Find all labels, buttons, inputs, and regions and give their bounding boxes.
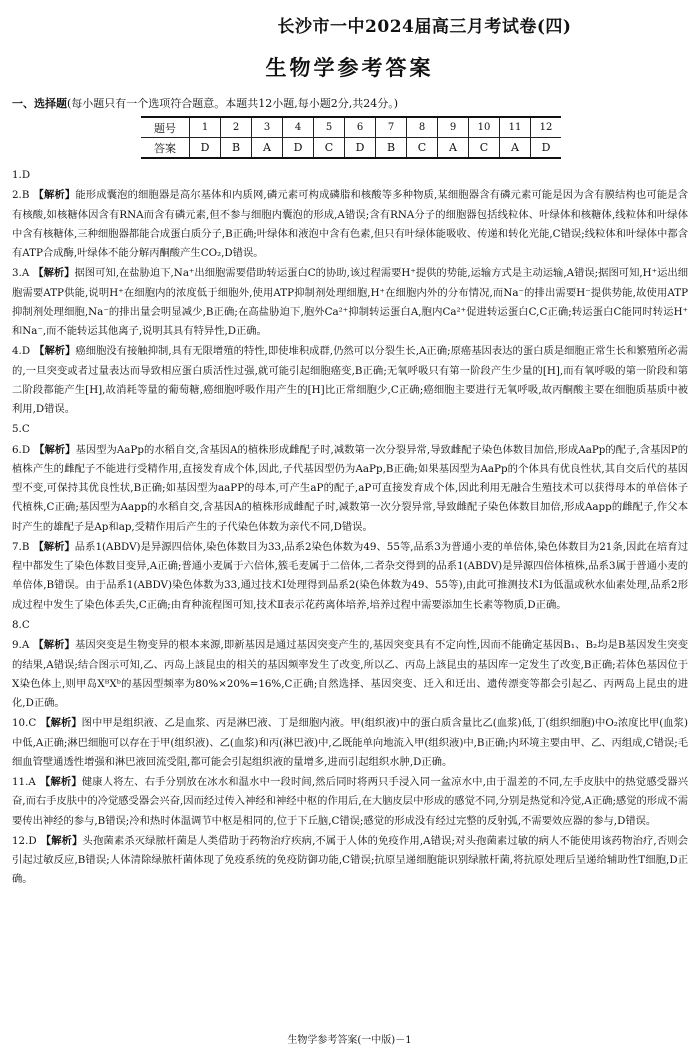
explanations [12, 166, 688, 891]
explanation-item [12, 420, 688, 439]
row-label-number: 题号 [141, 117, 190, 138]
answer-cell: D [190, 138, 221, 159]
item-answer: C [28, 717, 37, 730]
question-number-cell: 3 [252, 117, 283, 138]
analysis-tag: 【解析】 [40, 834, 83, 847]
answer-table-number-row [141, 117, 561, 138]
item-explanation: 癌细胞没有接触抑制,具有无限增殖的特性,即使堆积成群,仍然可以分裂生长,A正确;原癌基因表达的蛋白质是细胞正常生长和繁殖所必需的,一旦突变或者过量表达而导致相应蛋白质活性过强,就可能引起细胞癌变,B正确;无氧呼吸只有第一阶段产生少量的[H],而有氧呼吸的第一阶段和第二阶段都能产生[H],故消耗等量的葡萄糖,癌细胞呼吸作用产生的[H]比正常细胞少,C正确;癌细胞主要进行无氧呼吸,故丙酮酸主要在细胞质基质中被利用,D错误。 [12, 345, 688, 415]
question-number-cell: 10 [469, 117, 500, 138]
answer-table [141, 116, 561, 159]
item-number: 10. [12, 717, 29, 730]
item-number: 6. [12, 443, 22, 456]
answer-cell: D [345, 138, 376, 159]
explanation-item [12, 832, 688, 890]
explanation-item [12, 538, 688, 615]
question-number-cell: 4 [283, 117, 314, 138]
item-number: 4. [12, 345, 22, 358]
page-footer: 生物学参考答案(一中版)－1 [287, 1035, 412, 1046]
analysis-tag: 【解析】 [33, 639, 75, 652]
item-explanation: 据图可知,在盐胁迫下,Na⁺出细胞需要借助转运蛋白C的协助,该过程需要H⁺提供的势能,运输方式是主动运输,A错误;据图可知,H⁺运出细胞需要ATP供能,说明H⁺在细胞内的浓度低于细胞外,使用ATP抑制剂处理细胞,H⁺在细胞内外的分布情况,而Na⁻的排出需要H⁻提供势能,故使用ATP抑制剂处理细胞,Na⁻的排出量会明显减少,B正确;在高盐胁迫下,胞外Ca²⁺抑制转运蛋白A,胞内Ca²⁺促进转运蛋白C,C正确;转运蛋白C能同时转运H⁺和Na⁻,而不能转运其他离子,说明其具有特异性,D正确。 [12, 267, 688, 337]
item-answer: D [21, 345, 31, 358]
question-number-cell: 5 [314, 117, 345, 138]
item-explanation: 品系1(ABDV)是异源四倍体,染色体数目为33,品系2染色体数为49、55等,品系3为普通小麦的单倍体,染色体数目为21条,因此在培育过程中都发生了染色体数目变异,A正确;普通小麦属于六倍体,簇毛麦属于二倍体,二者杂交得到的品系1(ABDV)是异源四倍体植株,品系3属于普通小麦的单倍体,B错误。由于品系1(ABDV)染色体数为33,通过技术Ⅰ处理得到品系2(染色体数为49、55等),由此可推测技术Ⅰ为低温或秋水仙素处理,品系2形成过程中发生了染色体丢失,C正确;由育种流程图可知,技术Ⅱ表示花药离体培养,培养过程中需要添加生长素等物质,D正确。 [12, 540, 688, 611]
item-number: 2. [12, 189, 22, 202]
item-answer: A [21, 267, 30, 280]
item-number: 5. [12, 423, 22, 436]
explanation-item [12, 714, 688, 772]
question-number-cell: 8 [407, 117, 438, 138]
analysis-tag: 【解析】 [33, 540, 75, 553]
question-number-cell: 9 [438, 117, 469, 138]
analysis-tag: 【解析】 [40, 717, 82, 730]
exam-title [0, 12, 699, 37]
item-answer: A [21, 639, 30, 652]
analysis-tag: 【解析】 [34, 443, 76, 456]
analysis-tag: 【解析】 [33, 267, 75, 280]
section-label: 一、选择题 [12, 97, 67, 110]
item-number: 7. [12, 540, 22, 553]
answer-cell: A [252, 138, 283, 159]
question-number-cell: 7 [376, 117, 407, 138]
section-heading [12, 95, 687, 111]
item-number: 11. [12, 776, 29, 789]
question-number-cell: 6 [345, 117, 376, 138]
item-explanation: 健康人将左、右手分别放在冰水和温水中一段时间,然后同时将两只手浸入同一盆凉水中,由于温差的不同,左手皮肤中的热觉感受器兴奋,而右手皮肤中的冷觉感受器会兴奋,因而经过传入神经和神经中枢的作用后,在大脑皮层中形成的感觉不同,分别是热觉和冷觉,A正确;感觉的形成不需要传出神经的参与,B错误;冷和热时体温调节中枢是相同的,位于下丘脑,C错误;感觉的形成没有经过完整的反射弧,不需要效应器的参与,D错误。 [12, 776, 689, 827]
explanation-item [12, 441, 688, 537]
question-number-cell: 11 [500, 117, 531, 138]
explanation-item [12, 186, 688, 263]
explanation-item [12, 773, 688, 831]
item-explanation: 头孢菌素杀灭绿脓杆菌是人类借助于药物治疗疾病,不属于人体的免疫作用,A错误;对头孢菌素过敏的病人不能使用该药物治疗,否则会引起过敏反应,B错误;人体清除绿脓杆菌体现了免疫系统的免疫防御功能,C错误;抗原呈递细胞能识别绿脓杆菌,将抗原处理后呈递给辅助性T细胞,D正确。 [12, 834, 688, 886]
explanation-item [12, 166, 688, 185]
item-number: 8. [12, 618, 22, 631]
answer-cell: D [283, 138, 314, 159]
answer-cell: C [407, 138, 438, 159]
item-number: 12. [12, 834, 29, 847]
item-answer: B [21, 540, 30, 553]
explanation-item [12, 616, 688, 635]
item-number: 1. [12, 169, 22, 181]
item-answer: D [21, 169, 31, 181]
item-number: 3. [12, 267, 22, 280]
item-answer: B [21, 189, 30, 202]
item-answer: D [28, 834, 37, 847]
answer-cell: C [469, 138, 500, 159]
item-explanation: 基因突变是生物变异的根本来源,即新基因是通过基因突变产生的,基因突变具有不定向性,因而不能确定基因B₁、B₂均是B基因发生突变的结果,A错误;结合图示可知,乙、丙岛上該昆虫的相关的基因频率发生了改变,所以乙、丙岛上該昆虫的基因库一定发生了改变,B正确;若体色基因位于X染色体上,则甲岛XᴮXᵇ的基因型频率为80%×20%=16%,C正确;自然选择、基因突变、迁入和迁出、遗传漂变等都会引起乙、丙两岛上昆虫的进化,D正确。 [12, 639, 688, 709]
answer-cell: A [500, 138, 531, 159]
question-number-cell: 12 [531, 117, 562, 138]
section-instructions: (每小题只有一个选项符合题意。本题共12小题,每小题2分,共24分。) [67, 97, 399, 110]
item-answer: C [21, 423, 30, 436]
item-number: 9. [12, 639, 22, 652]
item-explanation: 图中甲是组织液、乙是血浆、丙是淋巴液、丁是细胞内液。甲(组织液)中的蛋白质含量比乙(血浆)低,丁(组织细胞)中O₂浓度比甲(血浆)中低,A正确;淋巴细胞可以存在于甲(组织液)、乙(血浆)和丙(淋巴液)中,乙既能单向地流入甲(组织液)中,B正确;内环境主要由甲、乙、丙组成,C错误;毛细血管壁通透性增强和淋巴液回流受阻,都可能会引起组织液的量增多,进而引起组织水肿,D正确。 [12, 717, 688, 768]
analysis-tag: 【解析】 [33, 189, 76, 202]
item-explanation: 基因型为AaPp的水稻自交,含基因A的植株形成雌配子时,减数第一次分裂异常,导致雌配子染色体数目加倍,形成AaPp的配子,含基因P的植株产生的雌配子不能进行受精作用,直接发育成个体,因此,子代基因型仍为AaPp,B正确;如果基因型为AaPp的个体具有优良性状,其自交后代的基因型不变,可保持其优良性状,B正确;如基因型为aaPP的母本,可产生aP的配子,aP可直接发育成个体,因此利用无融合生殖技术可以获得母本的单倍体子代植株,C正确;基因型为Aapp的水稻自交,含基因A的植株形成雌配子时,减数第一次分裂异常,导致雌配子染色体数目加倍,形成Aapp的雌配子,作父本时产生的雄配子是Ap和ap,受精作用后产生的子代染色体数为亲代不同,D错误。 [12, 443, 689, 533]
explanation-item [12, 636, 688, 713]
answer-cell: B [376, 138, 407, 159]
answer-cell: C [314, 138, 345, 159]
question-number-cell: 1 [190, 117, 221, 138]
answer-table-answer-row [141, 138, 561, 159]
explanation-item [12, 264, 688, 341]
answer-cell: A [438, 138, 469, 159]
analysis-tag: 【解析】 [39, 776, 82, 789]
exam-title-text: 长沙市一中2024届高三月考试卷(四) [277, 17, 572, 37]
question-number-cell: 2 [221, 117, 252, 138]
item-answer: C [21, 618, 30, 631]
item-answer: D [21, 443, 31, 456]
analysis-tag: 【解析】 [34, 345, 76, 358]
row-label-answer: 答案 [141, 138, 190, 159]
answer-cell: B [221, 138, 252, 159]
answer-cell: D [531, 138, 562, 159]
item-explanation: 能形成囊泡的细胞器是高尔基体和内质网,磷元素可构成磷脂和核酸等多种物质,某细胞器含有磷元素可能是因为含有膜结构也可能是含有核酸,如核糖体因含有RNA而含有磷元素,但不参与细胞内囊泡的形成,A错误;含有RNA分子的细胞器包括线粒体、叶绿体和核糖体,线粒体和叶绿体中含有核糖体,三种细胞器都能合成蛋白质分子,B正确;叶绿体和液泡中含有色素,但只有叶绿体能吸收、传递和转化光能,C错误;线粒体和叶绿体中都含有ATP合成酶,叶绿体不能分解丙酮酸产生CO₂,D错误。 [12, 189, 689, 259]
explanation-item [12, 342, 688, 419]
document-title: 生物学参考答案 [265, 56, 434, 80]
item-answer: A [28, 776, 36, 789]
